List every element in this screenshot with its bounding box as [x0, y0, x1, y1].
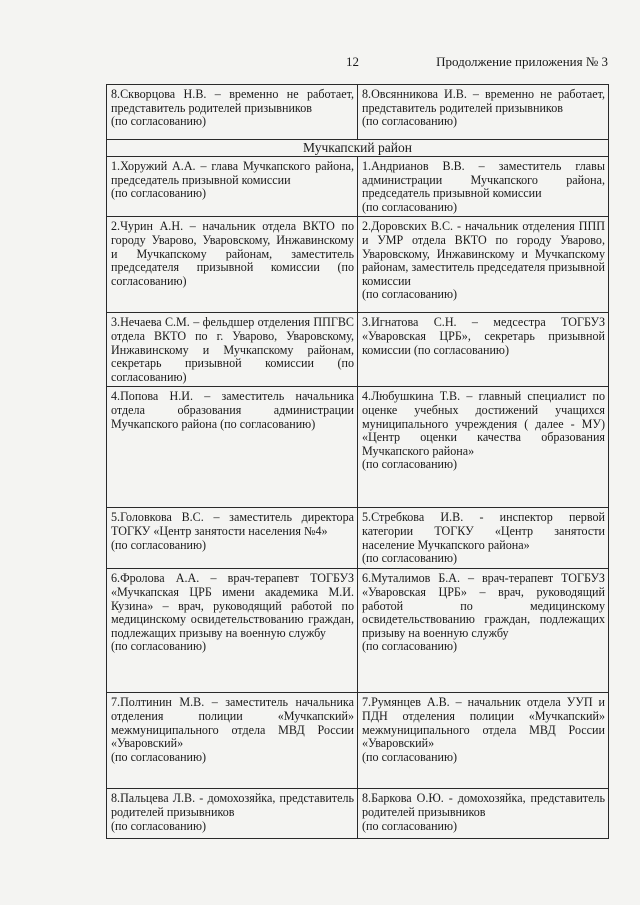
table-cell-right: 4.Любушкина Т.В. – главный специалист по оценке учебных достижений учащихся муниципального учреждения ( далее - МУ) «Центр оценки качества образования Мучкапского района» (по согласованию) — [358, 387, 609, 508]
table-cell-left: 8.Пальцева Л.В. - домохозяйка, представитель родителей призывников (по согласованию) — [107, 789, 358, 839]
table-cell-left: 1.Хоружий А.А. – глава Мучкапского района, председатель призывной комиссии (по согласованию) — [107, 157, 358, 217]
table-row — [107, 217, 609, 313]
appendix-continuation-note: Продолжение приложения № 3 — [436, 54, 608, 69]
table-cell-right: 8.Овсянникова И.В. – временно не работает, представитель родителей призывников (по согласованию) — [358, 85, 609, 140]
table-cell-right: 6.Муталимов Б.А. – врач-терапевт ТОГБУЗ «Уваровская ЦРБ» – врач, руководящий работой по медицинскому освидетельствованию граждан, подлежащих призыву на военную службу (по согласованию) — [358, 569, 609, 693]
table-row — [107, 387, 609, 508]
table-cell-right: 2.Доровских В.С. - начальник отделения ППП и УМР отдела ВКТО по городу Уварово, Уваровскому, Инжавинскому и Мучкапскому районам, заместитель председателя призывной комиссии (по согласованию) — [358, 217, 609, 313]
table-row — [107, 508, 609, 569]
table-row — [107, 85, 609, 140]
table-row — [107, 313, 609, 387]
page-header — [108, 54, 608, 72]
table-cell-right: 5.Стребкова И.В. - инспектор первой категории ТОГКУ «Центр занятости население Мучкапского района» (по согласованию) — [358, 508, 609, 569]
table-cell-left: 4.Попова Н.И. – заместитель начальника отдела образования администрации Мучкапского района (по согласованию) — [107, 387, 358, 508]
table-cell-right: 1.Андрианов В.В. – заместитель главы администрации Мучкапского района, председатель призывной комиссии (по согласованию) — [358, 157, 609, 217]
table-row — [107, 157, 609, 217]
table-row — [107, 693, 609, 789]
table-cell-left: 3.Нечаева С.М. – фельдшер отделения ППГВС отдела ВКТО по г. Уварово, Уваровскому, Инжавинскому и Мучкапскому районам, секретарь призывной комиссии (по согласованию) — [107, 313, 358, 387]
table-row — [107, 789, 609, 839]
table-cell-left: 6.Фролова А.А. – врач-терапевт ТОГБУЗ «Мучкапская ЦРБ имени академика М.И. Кузина» – врач, руководящий работой по медицинскому освидетельствованию граждан, подлежащих призыву на военную службу (по согласованию) — [107, 569, 358, 693]
commission-members-table — [106, 84, 609, 839]
table-cell-left: 2.Чурин А.Н. – начальник отдела ВКТО по городу Уварово, Уваровскому, Инжавинскому и Мучкапскому районам, заместитель председателя призывной комиссии (по согласованию) — [107, 217, 358, 313]
table-cell-right: 8.Баркова О.Ю. - домохозяйка, представитель родителей призывников (по согласованию) — [358, 789, 609, 839]
page-number: 12 — [346, 54, 359, 69]
table-cell-left: 5.Головкова В.С. – заместитель директора ТОГКУ «Центр занятости населения №4» (по согласованию) — [107, 508, 358, 569]
table-cell-left: 8.Скворцова Н.В. – временно не работает, представитель родителей призывников (по согласованию) — [107, 85, 358, 140]
table-cell-right: 3.Игнатова С.Н. – медсестра ТОГБУЗ «Уваровская ЦРБ», секретарь призывной комиссии (по согласованию) — [358, 313, 609, 387]
table-cell-left: 7.Полтинин М.В. – заместитель начальника отделения полиции «Мучкапский» межмуниципального отдела МВД России «Уваровский» (по согласованию) — [107, 693, 358, 789]
table-cell-right: 7.Румянцев А.В. – начальник отдела УУП и ПДН отделения полиции «Мучкапский» межмуниципального отдела МВД России «Уваровский» (по согласованию) — [358, 693, 609, 789]
section-title: Мучкапский район — [107, 140, 609, 157]
table-row — [107, 569, 609, 693]
section-heading-row — [107, 140, 609, 157]
